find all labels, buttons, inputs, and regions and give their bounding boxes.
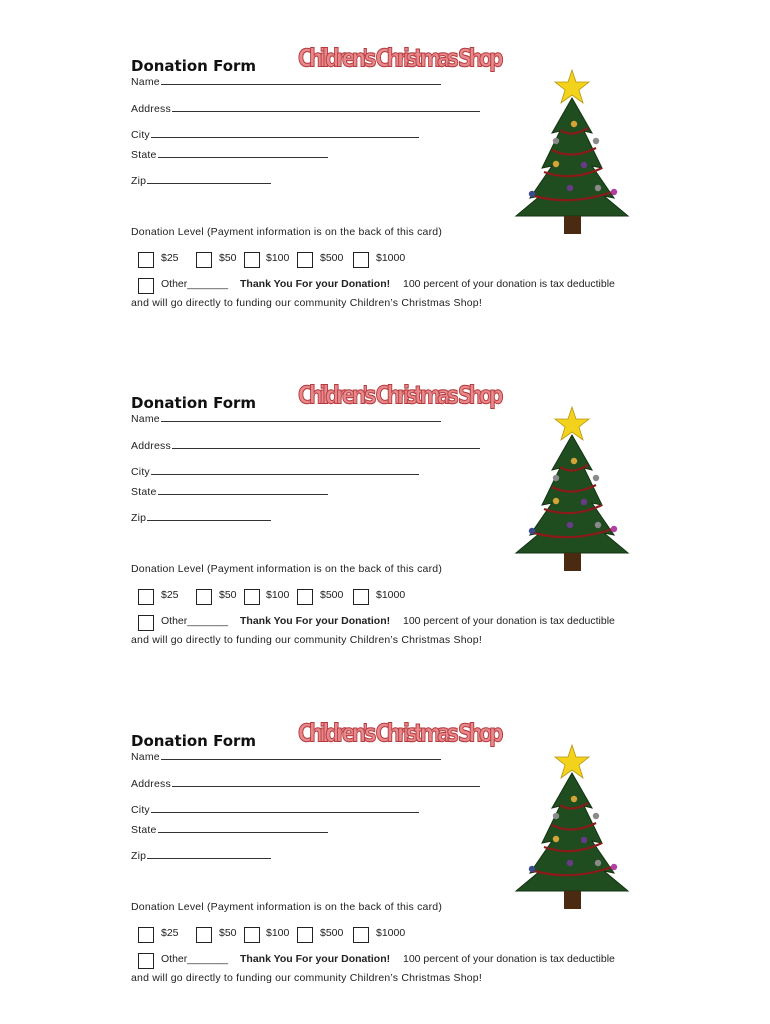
address-blank[interactable]	[172, 101, 480, 112]
checkbox-500[interactable]	[297, 252, 313, 268]
donation-level-text: Donation Level (Payment information is on the back of this card)	[131, 901, 443, 913]
state-blank[interactable]	[158, 822, 328, 833]
zip-blank[interactable]	[147, 848, 271, 859]
christmas-tree-icon	[512, 743, 632, 913]
state-label: State	[131, 149, 157, 161]
address-label: Address	[131, 103, 171, 115]
checkbox-100[interactable]	[244, 252, 260, 268]
thanks-text: Thank You For your Donation!	[240, 953, 391, 965]
state-field[interactable]	[131, 822, 328, 836]
zip-blank[interactable]	[147, 173, 271, 184]
address-blank[interactable]	[172, 776, 480, 787]
zip-blank[interactable]	[147, 510, 271, 521]
checkbox-500[interactable]	[297, 927, 313, 943]
address-label: Address	[131, 440, 171, 452]
amount-label-1000: $1000	[376, 252, 406, 264]
state-field[interactable]	[131, 484, 328, 498]
city-field[interactable]	[131, 464, 419, 478]
tax-note: 100 percent of your donation is tax deductible	[403, 953, 615, 965]
checkbox-25[interactable]	[138, 589, 154, 605]
checkbox-1000[interactable]	[353, 252, 369, 268]
zip-field[interactable]	[131, 510, 271, 524]
address-blank[interactable]	[172, 438, 480, 449]
amount-label-1000: $1000	[376, 927, 406, 939]
name-label: Name	[131, 413, 160, 425]
checkbox-25[interactable]	[138, 252, 154, 268]
city-blank[interactable]	[151, 802, 419, 813]
state-field[interactable]	[131, 147, 328, 161]
city-blank[interactable]	[151, 464, 419, 475]
amount-label-100: $100	[266, 589, 290, 601]
shop-banner	[296, 373, 511, 413]
state-blank[interactable]	[158, 147, 328, 158]
shop-banner-text: Children's Christmas Shop	[297, 44, 504, 74]
checkbox-50[interactable]	[196, 589, 212, 605]
amount-label-25: $25	[161, 927, 179, 939]
thanks-text: Thank You For your Donation!	[240, 278, 391, 290]
address-field[interactable]	[131, 776, 480, 790]
donation-card-2	[0, 347, 770, 677]
other-label: Other_______	[161, 278, 229, 290]
shop-banner-text: Children's Christmas Shop	[297, 381, 504, 411]
shop-banner-text: Children's Christmas Shop	[297, 719, 504, 749]
funding-note: and will go directly to funding our community Children’s Christmas Shop!	[131, 297, 482, 309]
checkbox-25[interactable]	[138, 927, 154, 943]
christmas-tree-icon	[512, 68, 632, 238]
donation-level-text: Donation Level (Payment information is on the back of this card)	[131, 226, 443, 238]
city-field[interactable]	[131, 127, 419, 141]
city-label: City	[131, 466, 150, 478]
donation-card-3	[0, 685, 770, 1015]
state-label: State	[131, 824, 157, 836]
zip-field[interactable]	[131, 173, 271, 187]
amount-label-500: $500	[320, 927, 344, 939]
checkbox-50[interactable]	[196, 252, 212, 268]
form-title: Donation Form	[131, 732, 257, 750]
amount-label-100: $100	[266, 927, 290, 939]
amount-label-50: $50	[219, 252, 237, 264]
amount-label-100: $100	[266, 252, 290, 264]
checkbox-other[interactable]	[138, 953, 154, 969]
checkbox-500[interactable]	[297, 589, 313, 605]
name-blank[interactable]	[161, 74, 441, 85]
address-field[interactable]	[131, 438, 480, 452]
city-label: City	[131, 804, 150, 816]
tax-note: 100 percent of your donation is tax deductible	[403, 615, 615, 627]
amount-label-500: $500	[320, 589, 344, 601]
name-label: Name	[131, 76, 160, 88]
zip-label: Zip	[131, 512, 147, 524]
name-field[interactable]	[131, 74, 441, 88]
zip-label: Zip	[131, 850, 147, 862]
zip-label: Zip	[131, 175, 147, 187]
checkbox-100[interactable]	[244, 927, 260, 943]
city-field[interactable]	[131, 802, 419, 816]
city-label: City	[131, 129, 150, 141]
donation-card-1	[0, 10, 770, 340]
donation-level-text: Donation Level (Payment information is on the back of this card)	[131, 563, 443, 575]
form-title: Donation Form	[131, 57, 257, 75]
shop-banner	[296, 36, 511, 76]
other-label: Other_______	[161, 615, 229, 627]
funding-note: and will go directly to funding our community Children’s Christmas Shop!	[131, 634, 482, 646]
amount-label-50: $50	[219, 927, 237, 939]
checkbox-1000[interactable]	[353, 589, 369, 605]
amount-label-500: $500	[320, 252, 344, 264]
other-label: Other_______	[161, 953, 229, 965]
checkbox-1000[interactable]	[353, 927, 369, 943]
amount-label-1000: $1000	[376, 589, 406, 601]
amount-label-25: $25	[161, 589, 179, 601]
address-label: Address	[131, 778, 171, 790]
amount-label-25: $25	[161, 252, 179, 264]
state-label: State	[131, 486, 157, 498]
christmas-tree-icon	[512, 405, 632, 575]
checkbox-other[interactable]	[138, 278, 154, 294]
funding-note: and will go directly to funding our community Children’s Christmas Shop!	[131, 972, 482, 984]
city-blank[interactable]	[151, 127, 419, 138]
checkbox-100[interactable]	[244, 589, 260, 605]
name-field[interactable]	[131, 411, 441, 425]
tax-note: 100 percent of your donation is tax deductible	[403, 278, 615, 290]
checkbox-50[interactable]	[196, 927, 212, 943]
name-blank[interactable]	[161, 411, 441, 422]
address-field[interactable]	[131, 101, 480, 115]
checkbox-other[interactable]	[138, 615, 154, 631]
amount-label-50: $50	[219, 589, 237, 601]
thanks-text: Thank You For your Donation!	[240, 615, 391, 627]
name-label: Name	[131, 751, 160, 763]
zip-field[interactable]	[131, 848, 271, 862]
name-field[interactable]	[131, 749, 441, 763]
shop-banner	[296, 711, 511, 751]
name-blank[interactable]	[161, 749, 441, 760]
form-title: Donation Form	[131, 394, 257, 412]
state-blank[interactable]	[158, 484, 328, 495]
